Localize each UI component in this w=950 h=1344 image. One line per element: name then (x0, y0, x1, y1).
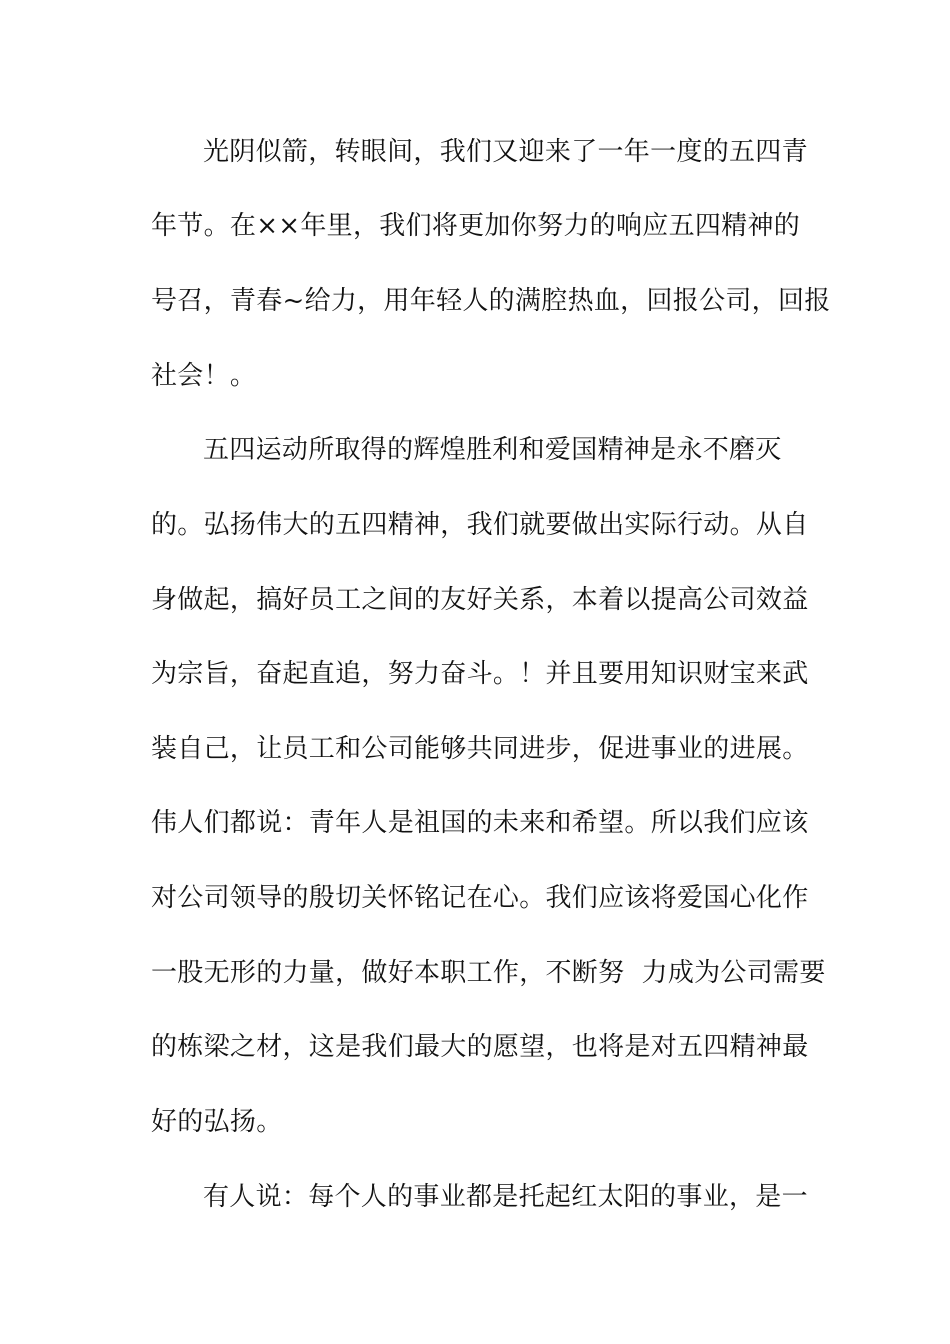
text-line: 光阴似箭，转眼间，我们又迎来了一年一度的五四青 (203, 137, 808, 167)
text-line: 五四运动所取得的辉煌胜利和爱国精神是永不磨灭 (203, 435, 782, 465)
text-line: 好的弘扬。 (151, 1107, 283, 1137)
text-line: 号召，青春~给力，用年轻人的满腔热血，回报公司，回报 (151, 286, 831, 316)
text-line: 社会！。 (151, 361, 257, 391)
text-line: 装自己，让员工和公司能够共同进步，促进事业的进展。 (151, 734, 809, 764)
text-line: 身做起，搞好员工之间的友好关系，本着以提高公司效益 (151, 585, 809, 615)
text-line: 一股无形的力量，做好本职工作，不断努 力成为公司需要 (151, 958, 826, 988)
text-line: 对公司领导的殷切关怀铭记在心。我们应该将爱国心化作 (151, 883, 809, 913)
text-line: 年节。在××年里，我们将更加你努力的响应五四精神的 (151, 211, 801, 241)
text-line: 伟人们都说：青年人是祖国的未来和希望。所以我们应该 (151, 808, 809, 838)
text-line: 的。弘扬伟大的五四精神，我们就要做出实际行动。从自 (151, 510, 809, 540)
text-line: 为宗旨，奋起直追，努力奋斗。！并且要用知识财宝来武 (151, 659, 809, 689)
text-line: 有人说：每个人的事业都是托起红太阳的事业，是一 (203, 1182, 808, 1212)
text-line: 的栋梁之材，这是我们最大的愿望，也将是对五四精神最 (151, 1032, 809, 1062)
